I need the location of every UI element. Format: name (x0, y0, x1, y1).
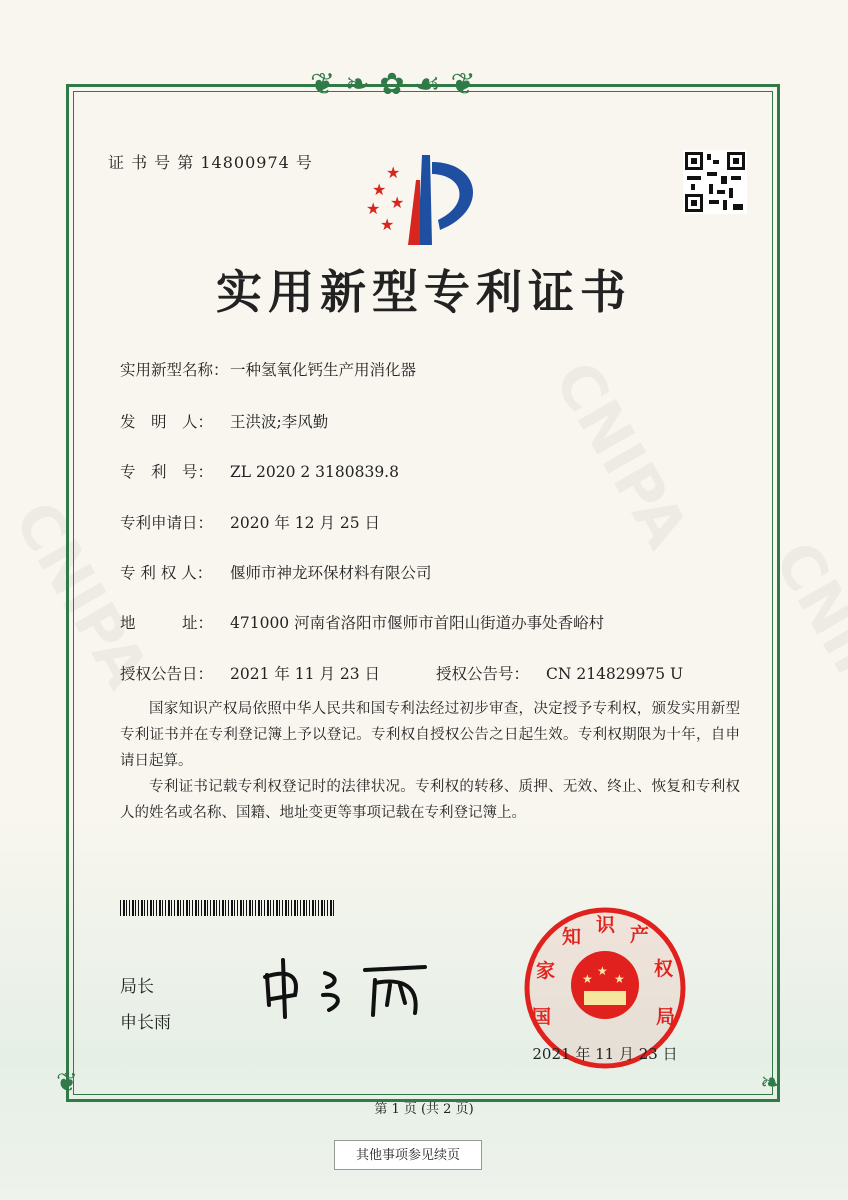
paragraph: 国家知识产权局依照中华人民共和国专利法经过初步审查，决定授予专利权，颁发实用新型专利证书并在专利登记簿上予以登记。专利权自授权公告之日起生效。专利权期限为十年，自申请日起算。 (120, 701, 740, 769)
svg-text:★: ★ (597, 964, 608, 978)
certificate-number: 证 书 号 第 14800974 号 (108, 153, 313, 172)
field-utility-model-name: 实用新型名称：一种氢氧化钙生产用消化器 (120, 361, 417, 379)
cnipa-logo-icon (360, 150, 490, 250)
qr-code (683, 150, 747, 214)
seal-date: 2021 年 11 月 23 日 (532, 1045, 678, 1063)
top-ornament-icon: ❦ ❧ ✿ ☙ ❦ (310, 67, 476, 102)
field-patentee: 专 利 权 人： 偃师市神龙环保材料有限公司 (120, 564, 432, 582)
svg-text:家: 家 (536, 960, 556, 982)
svg-text:★: ★ (366, 199, 381, 218)
field-patent-number: 专 利 号： ZL 2020 2 3180839.8 (120, 463, 399, 481)
certificate-body (120, 696, 740, 826)
field-grant-number: 授权公告号： CN 214829975 U (436, 665, 684, 683)
field-address: 地 址： 471000 河南省洛阳市偃师市首阳山街道办事处香峪村 (120, 614, 605, 632)
barcode (120, 900, 335, 916)
corner-ornament-icon: ❦ (56, 1068, 78, 1098)
official-seal (522, 905, 688, 1071)
svg-text:★: ★ (380, 215, 395, 234)
signatory-name: 申长雨 (120, 1013, 171, 1033)
svg-text:局: 局 (656, 1006, 676, 1028)
signatory-title: 局长 (120, 977, 154, 997)
svg-text:知: 知 (562, 926, 582, 948)
page-indicator: 第 1 页 (共 2 页) (374, 1102, 474, 1117)
field-inventors: 发 明 人： 王洪波;李风勤 (120, 413, 329, 431)
corner-ornament-icon: ❧ (760, 1068, 782, 1098)
svg-text:★: ★ (390, 193, 405, 212)
svg-text:★: ★ (614, 972, 625, 986)
certificate-title: 实用新型专利证书 (216, 265, 632, 319)
continuation-note: 其他事项参见续页 (334, 1140, 482, 1170)
svg-text:权: 权 (654, 958, 674, 980)
field-application-date: 专利申请日： 2020 年 12 月 25 日 (120, 514, 381, 532)
svg-text:★: ★ (372, 180, 387, 199)
svg-text:★: ★ (582, 972, 593, 986)
svg-text:★: ★ (386, 163, 401, 182)
field-grant-date: 授权公告日： 2021 年 11 月 23 日 (120, 665, 381, 683)
signature (255, 955, 440, 1025)
svg-text:产: 产 (630, 924, 650, 946)
svg-text:识: 识 (596, 914, 616, 936)
svg-text:国: 国 (532, 1006, 552, 1028)
paragraph: 专利证书记载专利权登记时的法律状况。专利权的转移、质押、无效、终止、恢复和专利权人的姓名或名称、国籍、地址变更等事项记载在专利登记簿上。 (120, 779, 740, 821)
